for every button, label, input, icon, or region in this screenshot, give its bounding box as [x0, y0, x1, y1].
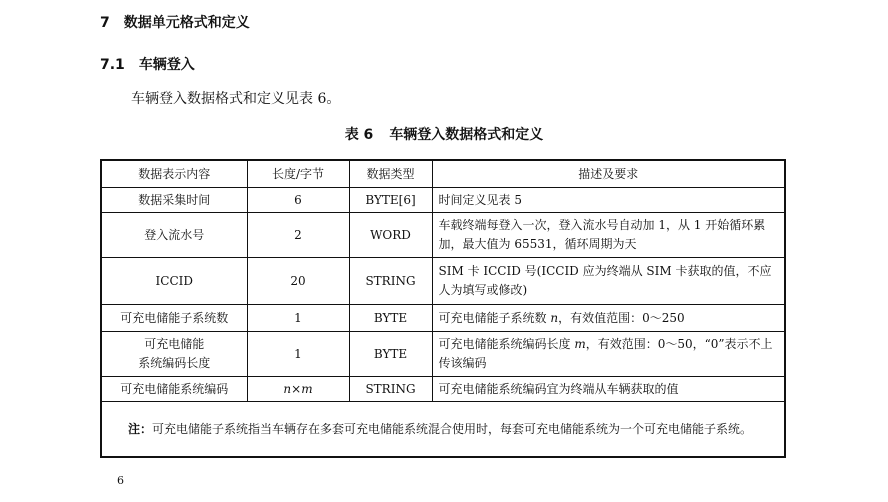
cell-type: STRING: [349, 258, 432, 305]
table-note-row: [101, 402, 785, 458]
cell-content: 登入流水号: [101, 213, 247, 258]
subsection-title: 车辆登入: [138, 57, 195, 73]
cell-length: 20: [247, 258, 349, 305]
cell-description: 车载终端每登入一次，登入流水号自动加 1，从 1 开始循环累加，最大值为 65531，循环周期为天: [432, 213, 785, 258]
cell-length: 1: [247, 305, 349, 332]
table-title: 车辆登入数据格式和定义: [389, 127, 544, 143]
cell-type: BYTE[6]: [349, 188, 432, 213]
cell-description: 可充电储能系统编码宜为终端从车辆获取的值: [432, 377, 785, 402]
subsection-number: 7.1: [100, 57, 125, 73]
table-row: [101, 332, 785, 377]
cell-length: 1: [247, 332, 349, 377]
table-row: [101, 377, 785, 402]
cell-content-line: 可充电储能: [144, 337, 205, 351]
table-header-row: [101, 160, 785, 188]
section-number: 7: [100, 15, 110, 31]
cell-description: 时间定义见表 5: [432, 188, 785, 213]
cell-type: BYTE: [349, 305, 432, 332]
note-label: 注：: [128, 422, 153, 436]
intro-paragraph: 车辆登入数据格式和定义见表 6。: [131, 91, 341, 107]
table-row: [101, 305, 785, 332]
table-note: [101, 402, 785, 458]
subsection-heading: [100, 54, 195, 74]
cell-length: 2: [247, 213, 349, 258]
cell-length: 6: [247, 188, 349, 213]
table-row: [101, 213, 785, 258]
cell-content: [101, 332, 247, 377]
header-content: 数据表示内容: [101, 160, 247, 188]
table-row: [101, 258, 785, 305]
note-text: 可充电储能子系统指当车辆存在多套可充电储能系统混合使用时，每套可充电储能系统为一个可充电储能子系统。: [152, 422, 753, 436]
table-row: [101, 188, 785, 213]
cell-content: 可充电储能系统编码: [101, 377, 247, 402]
cell-content: 数据采集时间: [101, 188, 247, 213]
cell-length: n×m: [247, 377, 349, 402]
login-data-table: [100, 159, 786, 458]
page-number: 6: [117, 474, 124, 487]
table-caption: [0, 124, 888, 144]
section-title: 数据单元格式和定义: [123, 15, 250, 31]
cell-content: 可充电储能子系统数: [101, 305, 247, 332]
table-number: 表 6: [344, 127, 374, 143]
cell-description: SIM 卡 ICCID 号(ICCID 应为终端从 SIM 卡获取的值，不应人为填写或修改): [432, 258, 785, 305]
cell-description: 可充电储能子系统数 n，有效值范围：0～250: [432, 305, 785, 332]
cell-type: STRING: [349, 377, 432, 402]
cell-description: 可充电储能系统编码长度 m，有效范围：0～50，“0”表示不上传该编码: [432, 332, 785, 377]
header-description: 描述及要求: [432, 160, 785, 188]
header-type: 数据类型: [349, 160, 432, 188]
cell-content: ICCID: [101, 258, 247, 305]
cell-type: BYTE: [349, 332, 432, 377]
cell-content-line: 系统编码长度: [138, 356, 211, 370]
header-length: 长度/字节: [247, 160, 349, 188]
cell-type: WORD: [349, 213, 432, 258]
section-heading: [100, 12, 250, 32]
